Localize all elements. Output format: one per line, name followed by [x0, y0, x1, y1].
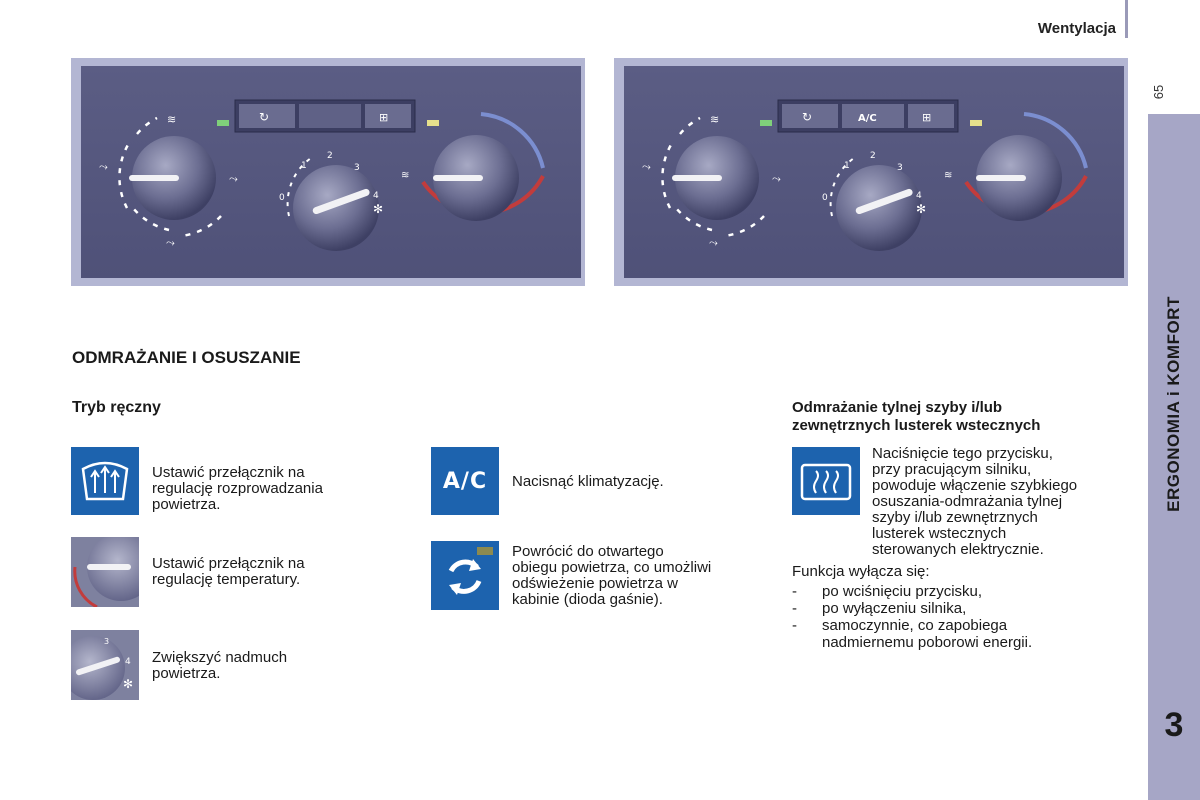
list-item: - po wyłączeniu silnika,	[792, 600, 1132, 617]
rear-defrost-off-title: Funkcja wyłącza się:	[792, 563, 930, 580]
svg-text:⤳: ⤳	[99, 160, 108, 173]
svg-text:↻: ↻	[802, 110, 813, 124]
svg-text:≋: ≋	[710, 113, 720, 126]
step-ac-text: Nacisnąć klimatyzację.	[512, 473, 664, 490]
svg-text:⊞: ⊞	[379, 111, 389, 124]
section-subtitle: Tryb ręczny	[72, 399, 161, 416]
rear-window-defrost-icon	[792, 447, 860, 515]
svg-text:0: 0	[822, 193, 828, 203]
list-item: - samoczynnie, co zapobiega nadmiernemu poborowi energii.	[792, 617, 1092, 651]
step-fan-text: Zwiększyć nadmuch powietrza.	[152, 649, 288, 682]
step-recirculation-text: Powrócić do otwartego obiegu powietrza, co umożliwi odświeżenie powietrza w kabinie (dioda gaśnie).	[512, 543, 712, 608]
svg-text:✻: ✻	[373, 202, 384, 216]
control-panel-image-right	[614, 58, 1128, 286]
svg-text:4: 4	[373, 191, 379, 201]
svg-text:↻: ↻	[259, 110, 270, 124]
svg-text:✻: ✻	[123, 677, 134, 691]
page-number: 65	[1151, 84, 1166, 100]
windscreen-defrost-icon	[71, 447, 139, 515]
list-item: - po wciśnięciu przycisku,	[792, 583, 1132, 600]
svg-text:1: 1	[301, 161, 307, 171]
svg-text:⊞: ⊞	[922, 111, 932, 124]
svg-text:⤳: ⤳	[772, 172, 781, 185]
ac-button-icon: A/C	[431, 447, 499, 515]
svg-text:≋: ≋	[401, 170, 410, 181]
svg-text:3: 3	[897, 163, 903, 173]
chapter-number: 3	[1164, 706, 1184, 744]
step-temperature-text: Ustawić przełącznik na regulację temperatury.	[152, 555, 305, 588]
svg-text:⤳: ⤳	[166, 236, 175, 249]
svg-text:1: 1	[844, 161, 850, 171]
rear-defrost-off-list	[792, 583, 1132, 651]
svg-text:⤳: ⤳	[642, 160, 651, 173]
step-distribution-text: Ustawić przełącznik na regulację rozprowadzania powietrza.	[152, 464, 323, 513]
svg-text:2: 2	[327, 151, 333, 161]
svg-text:3: 3	[354, 163, 360, 173]
svg-text:4: 4	[916, 191, 922, 201]
svg-text:✻: ✻	[916, 202, 927, 216]
svg-text:0: 0	[279, 193, 285, 203]
rear-defrost-title: Odmrażanie tylnej szyby i/lub zewnętrznych lusterek wstecznych	[792, 399, 1041, 434]
svg-text:2: 2	[870, 151, 876, 161]
temperature-knob-thumbnail	[71, 537, 139, 607]
svg-text:≋: ≋	[167, 113, 177, 126]
svg-text:⤳: ⤳	[229, 172, 238, 185]
page-header-title: Wentylacja	[1037, 20, 1116, 37]
header-divider	[1125, 0, 1128, 38]
control-panel-image-left	[71, 58, 585, 286]
svg-text:3: 3	[104, 637, 110, 646]
rear-defrost-description: Naciśnięcie tego przycisku, przy pracującym silniku, powoduje włączenie szybkiego osuszania-odmrażania tylnej szyby i/lub zewnętrznych lusterek wstecznych sterowanych elektrycznie.	[872, 445, 1078, 558]
svg-text:⤳: ⤳	[709, 236, 718, 249]
chapter-tab-label: ERGONOMIA i KOMFORT	[1164, 296, 1184, 512]
svg-text:A/C: A/C	[858, 113, 877, 124]
svg-text:≋: ≋	[944, 170, 953, 181]
recirculation-icon	[431, 541, 499, 610]
section-title: ODMRAŻANIE I OSUSZANIE	[72, 348, 301, 367]
svg-text:4: 4	[125, 657, 131, 667]
fan-speed-knob-thumbnail	[71, 630, 139, 700]
